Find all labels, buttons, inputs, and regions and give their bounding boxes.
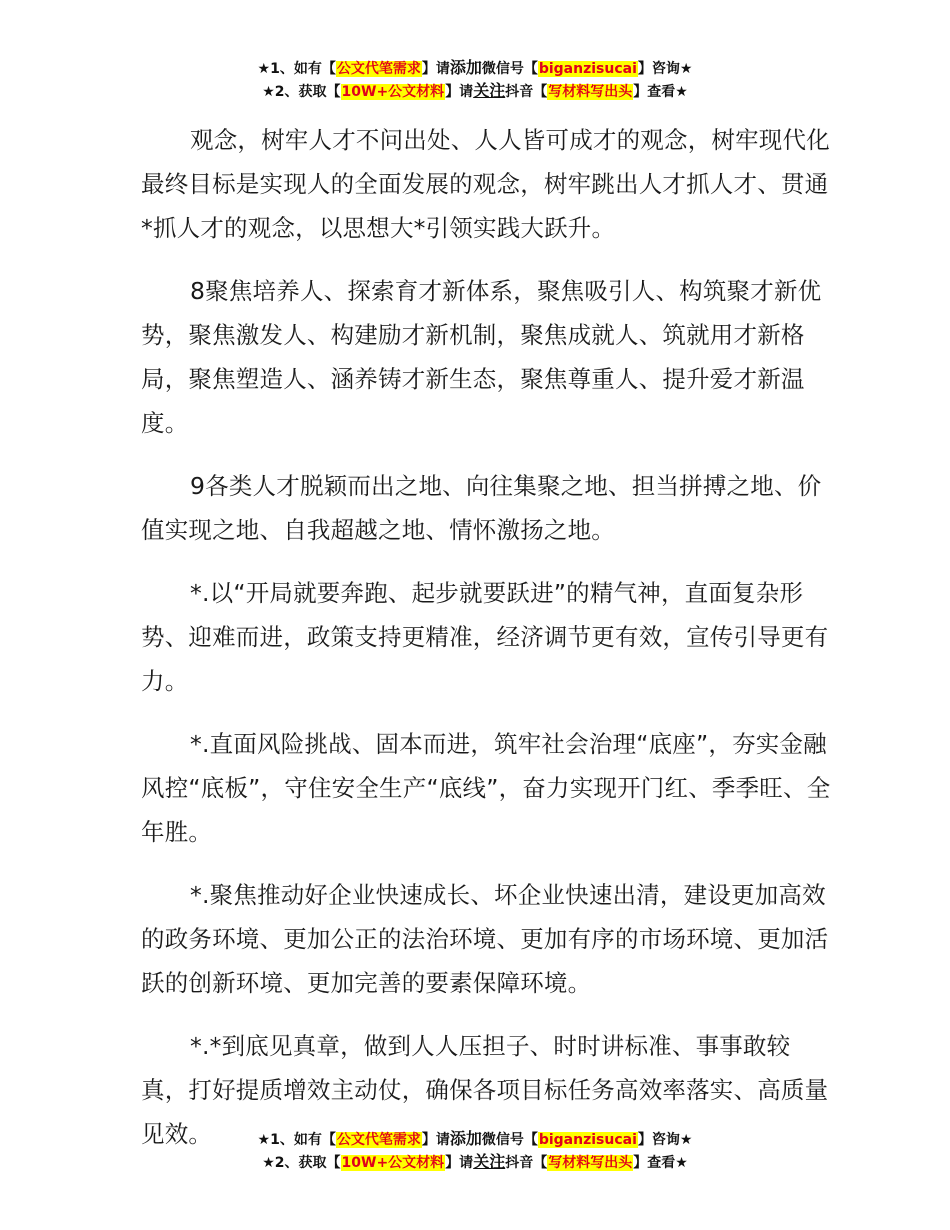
paragraph-7: *.*到底见真章，做到人人压担子、时时讲标准、事事敢较真，打好提质增效主动仗，确保各项目标任务高效率落实、高质量见效。 <box>141 1032 829 1148</box>
paragraph-3: 9各类人才脱颖而出之地、向往集聚之地、担当拼搏之地、价值实现之地、自我超越之地、情怀激扬之地。 <box>141 472 822 544</box>
footer-line-1: ★1、如有【公文代笔需求】请添加微信号【biganzisucai】咨询★ <box>257 1129 693 1148</box>
wechat-id-highlight: biganzisucai <box>538 61 637 77</box>
paragraph-1: 观念，树牢人才不问出处、人人皆可成才的观念，树牢现代化最终目标是实现人的全面发展的观念，树牢跳出人才抓人才、贯通*抓人才的观念，以思想大*引领实践大跃升。 <box>141 126 830 242</box>
paragraph-4: *.以“开局就要奔跑、起步就要跃进”的精气神，直面复杂形势、迎难而进，政策支持更精准，经济调节更有效，宣传引导更有力。 <box>141 579 829 695</box>
paragraph-2: 8聚焦培养人、探索育才新体系，聚焦吸引人、构筑聚才新优势，聚焦激发人、构建励才新机制，聚焦成就人、筑就用才新格局，聚焦塑造人、涵养铸才新生态，聚焦尊重人、提升爱才新温度。 <box>141 277 822 437</box>
douyin-id-highlight: 写材料写出头 <box>548 1155 633 1171</box>
footer-line-2: ★2、获取【10W+公文材料】请关注抖音【写材料写出头】查看★ <box>262 1152 688 1171</box>
header-banner <box>0 57 950 103</box>
document-body <box>141 118 831 1175</box>
service-highlight: 公文代笔需求 <box>336 1132 421 1148</box>
paragraph-6: *.聚焦推动好企业快速成长、坏企业快速出清，建设更加高效的政务环境、更加公正的法治环境、更加有序的市场环境、更加活跃的创新环境、更加完善的要素保障环境。 <box>141 881 829 997</box>
douyin-id-highlight: 写材料写出头 <box>548 84 633 100</box>
header-line-1: ★1、如有【公文代笔需求】请添加微信号【biganzisucai】咨询★ <box>257 58 693 77</box>
materials-highlight: 10W+公文材料 <box>341 84 445 100</box>
paragraph-5: *.直面风险挑战、固本而进，筑牢社会治理“底座”，夯实金融风控“底板”，守住安全生产“底线”，奋力实现开门红、季季旺、全年胜。 <box>141 730 831 846</box>
footer-banner <box>0 1128 950 1174</box>
service-highlight: 公文代笔需求 <box>336 61 421 77</box>
header-line-2: ★2、获取【10W+公文材料】请关注抖音【写材料写出头】查看★ <box>262 81 688 100</box>
wechat-id-highlight: biganzisucai <box>538 1132 637 1148</box>
materials-highlight: 10W+公文材料 <box>341 1155 445 1171</box>
